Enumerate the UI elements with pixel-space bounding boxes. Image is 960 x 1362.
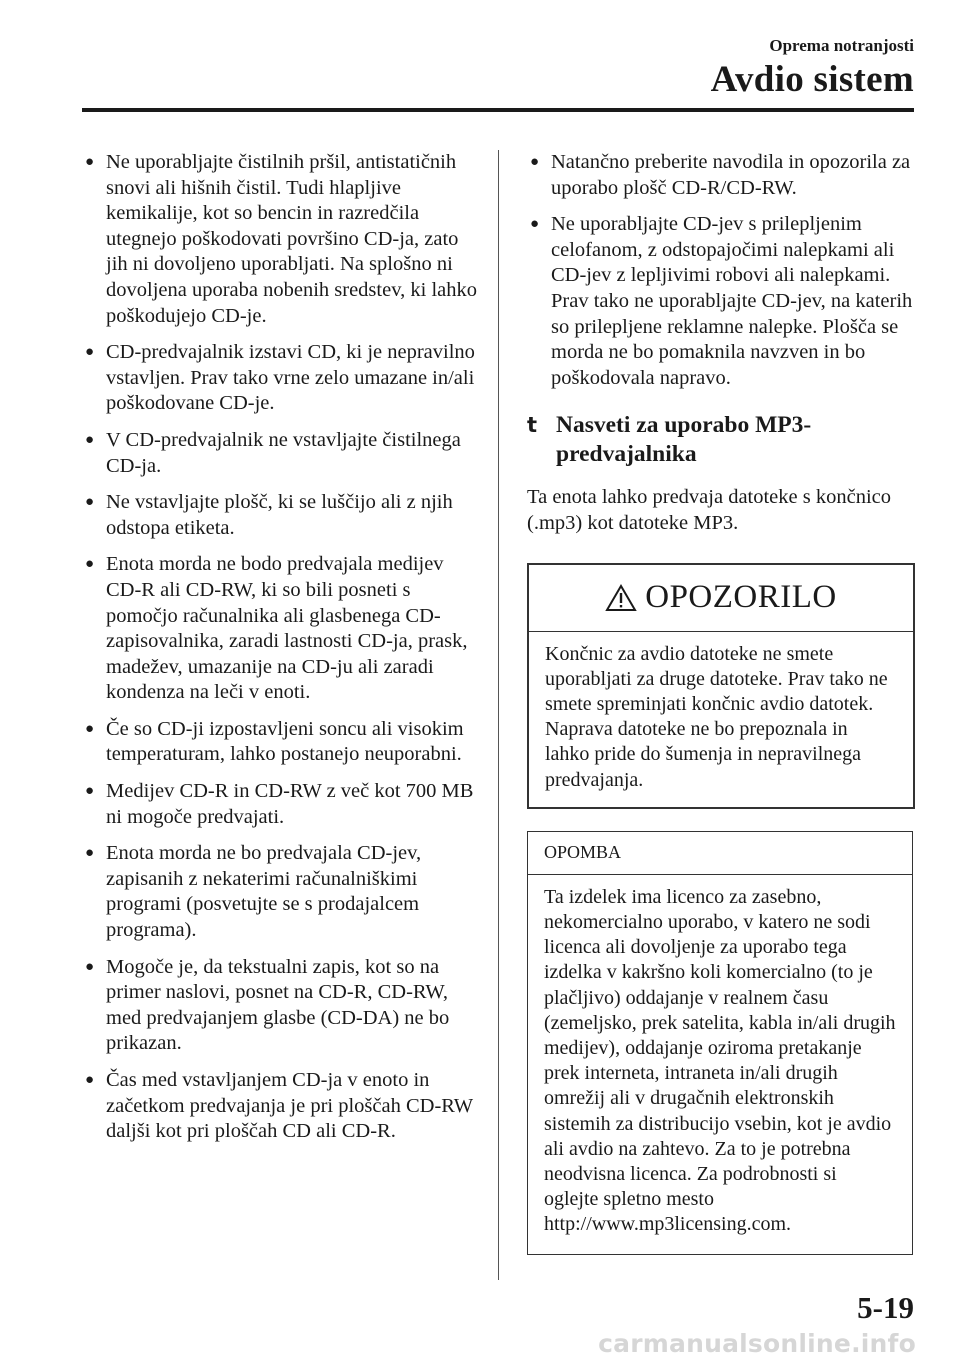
list-item: ● Ne vstavljajte plošč, ki se luščijo ali z njih odstopa etiketa. bbox=[85, 491, 453, 539]
intro-paragraph: Ta enota lahko predvaja datoteke s končnico (.mp3) kot datoteke MP3. bbox=[527, 486, 892, 534]
section-heading: t Nasveti za uporabo MP3-predvajalnika bbox=[527, 412, 812, 468]
warning-header bbox=[529, 565, 913, 632]
list-item: ● Mogoče je, da tekstualni zapis, kot so na primer naslovi, posnet na CD-R, CD-RW, med predvajanjem glasbe (CD-DA) ne bo prikazan. bbox=[85, 955, 450, 1055]
warning-title: OPOZORILO bbox=[645, 579, 837, 616]
bullet-icon: ● bbox=[85, 494, 95, 511]
bullet-icon: ● bbox=[85, 431, 95, 448]
warning-triangle-icon bbox=[605, 584, 637, 612]
list-item: ● Medijev CD-R in CD-RW z več kot 700 MB ni mogoče predvajati. bbox=[85, 780, 474, 828]
bullet-icon: ● bbox=[85, 958, 95, 975]
bullet-icon: ● bbox=[85, 1072, 95, 1088]
list-item: ● Natančno preberite navodila in opozorila za uporabo plošč CD-R/CD-RW. bbox=[530, 151, 911, 199]
list-item: ● V CD-predvajalnik ne vstavljajte čistilnega CD-ja. bbox=[85, 428, 461, 477]
bullet-icon: ● bbox=[85, 154, 95, 170]
section-name: Oprema notranjosti bbox=[769, 36, 914, 55]
bullet-icon: ● bbox=[85, 845, 95, 862]
page-number: 5-19 bbox=[857, 1290, 914, 1325]
bullet-icon: ● bbox=[85, 720, 95, 737]
bullet-icon: ● bbox=[530, 154, 540, 170]
section-marker-icon: t bbox=[527, 413, 538, 438]
list-item: ● Enota morda ne bo predvajala CD-jev, zapisanih z nekaterimi računalniškimi programi (posvetujte se s prodajalcem programa). bbox=[85, 842, 422, 942]
list-item: ● Če so CD-ji izpostavljeni soncu ali visokim temperaturam, lahko postanejo neuporabni. bbox=[85, 717, 464, 766]
left-bullet-list bbox=[82, 150, 482, 1145]
left-column bbox=[82, 150, 482, 1156]
right-bullet-list bbox=[527, 150, 917, 391]
right-column bbox=[527, 150, 917, 1255]
list-item: ● Ne uporabljajte CD-jev s prilepljenim celofanom, z odstopajočimi nalepkami ali CD-jev z lepljivimi robovi ali nalepkami. Prav tako ne uporabljajte CD-jev, na katerih so prilepljene reklamne nalepke. Plošča se morda ne bo pomaknila navzven in bo poškodovala napravo. bbox=[530, 213, 913, 389]
bullet-icon: ● bbox=[530, 216, 540, 233]
list-item: ● Ne uporabljajte čistilnih pršil, antistatičnih snovi ali hišnih čistil. Tudi hlapljive kemikalije, kot so bencin in razredčila utegnejo poškodovati površino CD-ja, zato jih ni dovoljeno uporabljati. Na splošno ni dovoljena uporaba nobenih sredstev, ki lahko poškodujejo CD-je. bbox=[85, 151, 477, 327]
warning-text: Končnic za avdio datoteke ne smete uporabljati za druge datoteke. Prav tako ne smete spreminjati končnic avdio datotek. Naprava datoteke ne bo prepoznala in lahko pride do šumenja in nepravilnega predvajanja. bbox=[545, 642, 888, 791]
bullet-icon: ● bbox=[85, 783, 95, 800]
watermark: carmanualsonline.info bbox=[598, 1329, 916, 1358]
note-title: OPOMBA bbox=[528, 832, 912, 875]
note-text: Ta izdelek ima licenco za zasebno, nekomercialno uporabo, v katero ne sodi licenca ali dovoljenje za uporabo tega izdelka v kakršno koli komercialno (to je plačljivo) oddajanje v realnem času (zemeljsko, prek satelita, kabla in/ali drugih medijev), oddajanje oziroma pretakanje prek interneta, intraneta in/ali drugih omrežij ali v drugačnih elektronskih sistemih za distribucijo vsebin, kot je avdio ali avdio na zahtevo. Za to je potrebna neodvisna licenca. Za podrobnosti si oglejte spletno mesto http://www.mp3licensing.com. bbox=[544, 885, 896, 1236]
list-item: ● Enota morda ne bodo predvajala medijev CD-R ali CD-RW, ki so bili posneti s pomočjo računalnika ali glasbenega CD-zapisovalnika, zaradi lastnosti CD-ja, prask, madežev, umazanije na CD-ju ali zaradi kondenza na leči v enoti. bbox=[85, 553, 468, 704]
list-item: ● Čas med vstavljanjem CD-ja v enoto in začetkom predvajanja je pri ploščah CD-RW daljši kot pri ploščah CD ali CD-R. bbox=[85, 1069, 473, 1143]
bullet-icon: ● bbox=[85, 344, 95, 361]
bullet-icon: ● bbox=[85, 556, 95, 573]
list-item: ● CD-predvajalnik izstavi CD, ki je nepravilno vstavljen. Prav tako vrne zelo umazane in/ali poškodovane CD-je. bbox=[85, 341, 475, 415]
header-divider bbox=[82, 108, 914, 112]
warning-box bbox=[527, 563, 915, 809]
page-title: Avdio sistem bbox=[710, 59, 914, 100]
note-box bbox=[527, 831, 913, 1255]
column-divider bbox=[498, 150, 499, 1280]
